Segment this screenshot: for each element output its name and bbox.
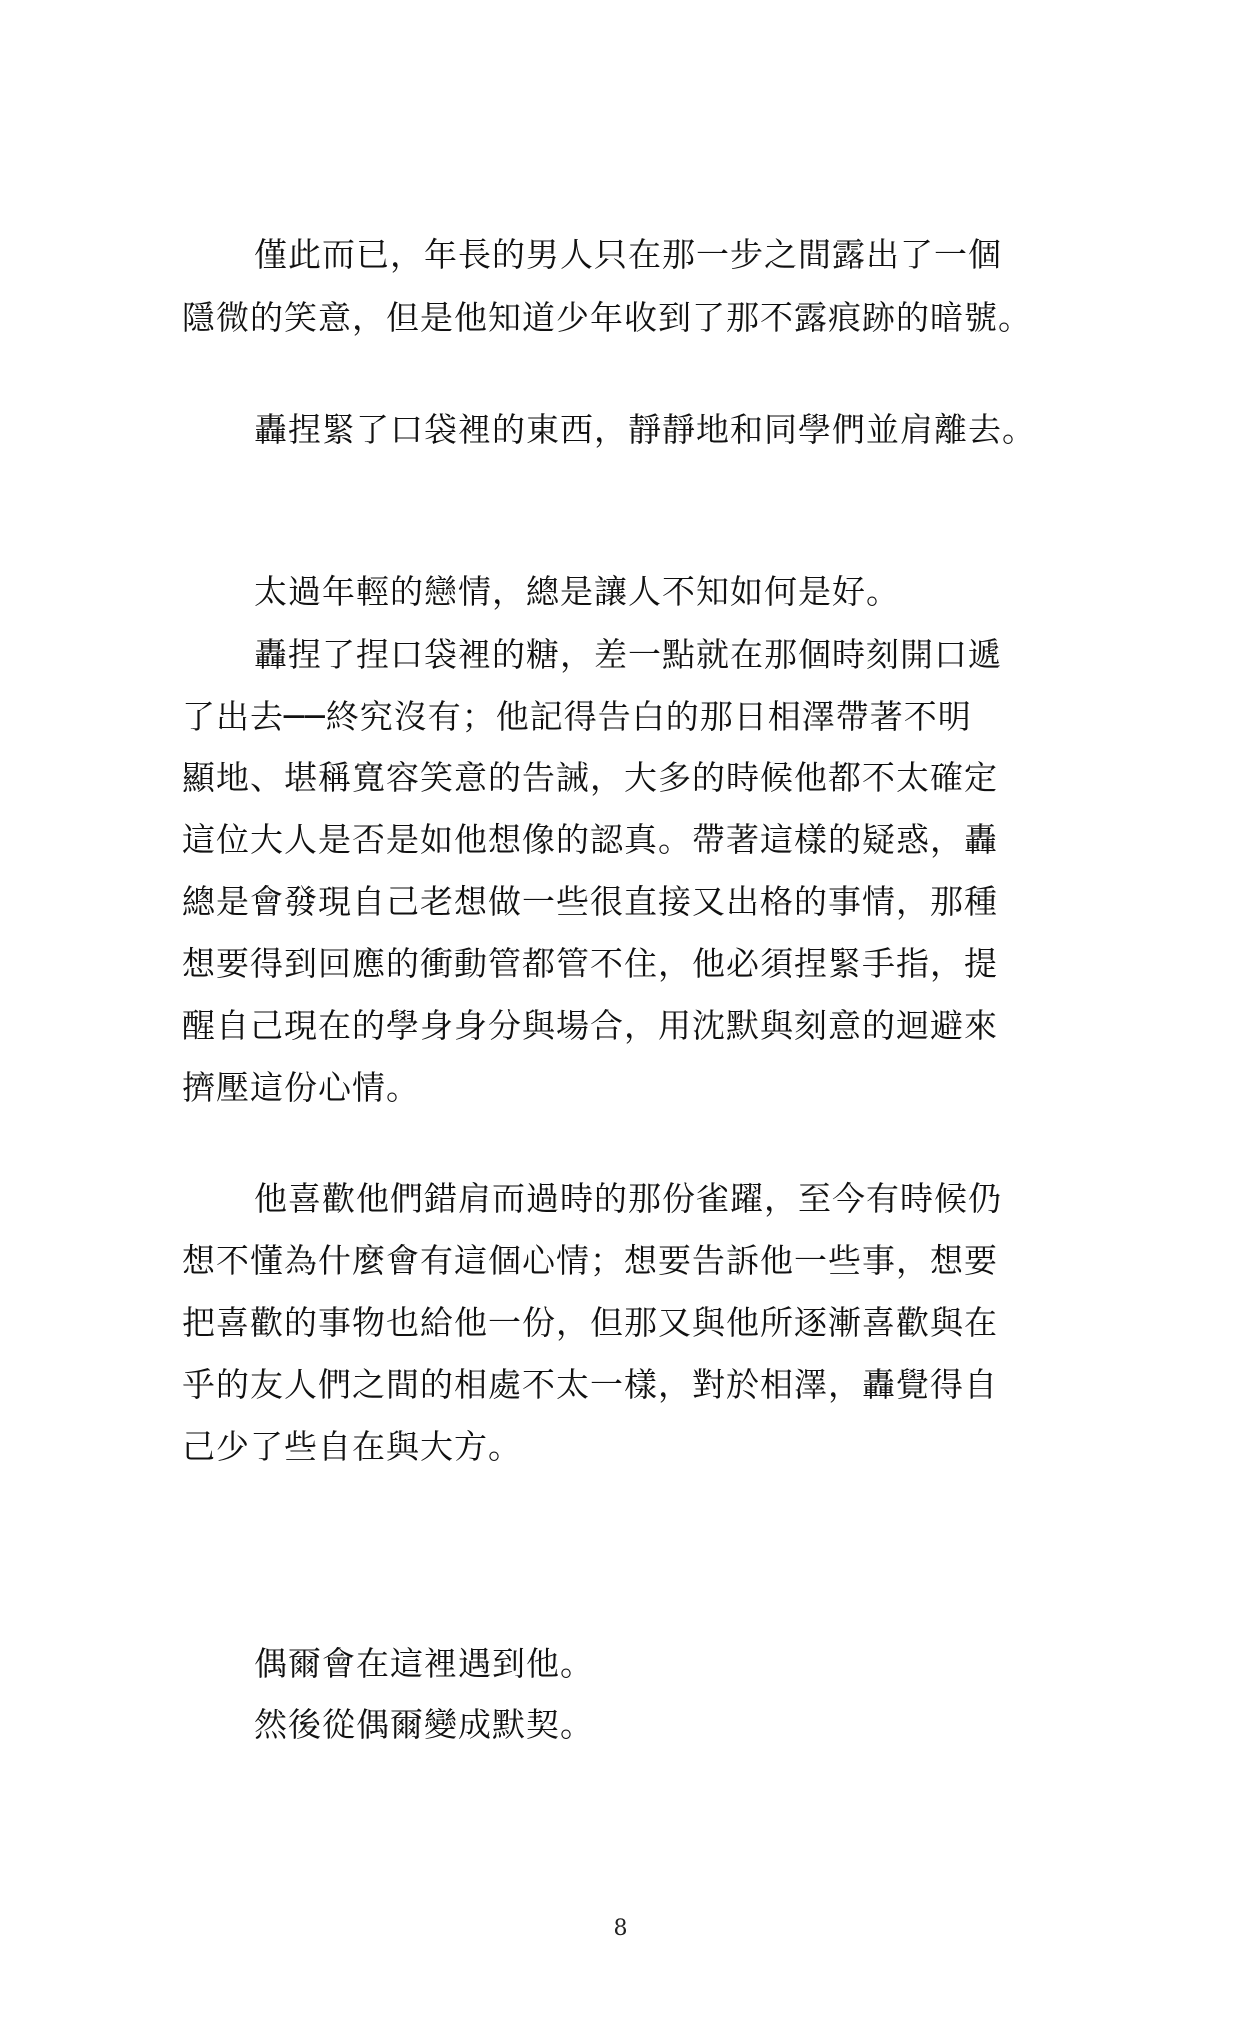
- paragraph-2-line-1: 轟捏緊了口袋裡的東西，靜靜地和同學們並肩離去。: [254, 410, 1036, 449]
- paragraph-5-line-2: 想不懂為什麼會有這個心情；想要告訴他一些事，想要: [182, 1241, 998, 1280]
- paragraph-1-line-1: 僅此而已，年長的男人只在那一步之間露出了一個: [254, 235, 1002, 274]
- paragraph-5-line-4: 乎的友人們之間的相處不太一樣，對於相澤，轟覺得自: [182, 1365, 998, 1404]
- paragraph-3-line-1: 太過年輕的戀情，總是讓人不知如何是好。: [254, 572, 900, 611]
- paragraph-5-line-3: 把喜歡的事物也給他一份，但那又與他所逐漸喜歡與在: [182, 1303, 998, 1342]
- paragraph-6-line-1: 偶爾會在這裡遇到他。: [254, 1644, 594, 1683]
- paragraph-4-line-3: 顯地、堪稱寬容笑意的告誡，大多的時候他都不太確定: [182, 758, 998, 797]
- paragraph-4-line-7: 醒自己現在的學身身分與場合，用沈默與刻意的迴避來: [182, 1006, 998, 1045]
- paragraph-4-line-2: 了出去──終究沒有；他記得告白的那日相澤帶著不明: [182, 697, 972, 736]
- page-number: 8: [613, 1916, 628, 1941]
- paragraph-5-line-1: 他喜歡他們錯肩而過時的那份雀躍，至今有時候仍: [254, 1179, 1002, 1218]
- paragraph-4-line-6: 想要得到回應的衝動管都管不住，他必須捏緊手指，提: [182, 944, 998, 983]
- paragraph-4-line-5: 總是會發現自己老想做一些很直接又出格的事情，那種: [182, 882, 998, 921]
- paragraph-4-line-8: 擠壓這份心情。: [182, 1068, 420, 1107]
- paragraph-4-line-4: 這位大人是否是如他想像的認真。帶著這樣的疑惑，轟: [182, 820, 998, 859]
- paragraph-1-line-2: 隱微的笑意，但是他知道少年收到了那不露痕跡的暗號。: [182, 298, 1032, 337]
- paragraph-7-line-1: 然後從偶爾變成默契。: [254, 1705, 594, 1744]
- paragraph-5-line-5: 己少了些自在與大方。: [182, 1427, 522, 1466]
- paragraph-4-line-1: 轟捏了捏口袋裡的糖，差一點就在那個時刻開口遞: [254, 635, 1002, 674]
